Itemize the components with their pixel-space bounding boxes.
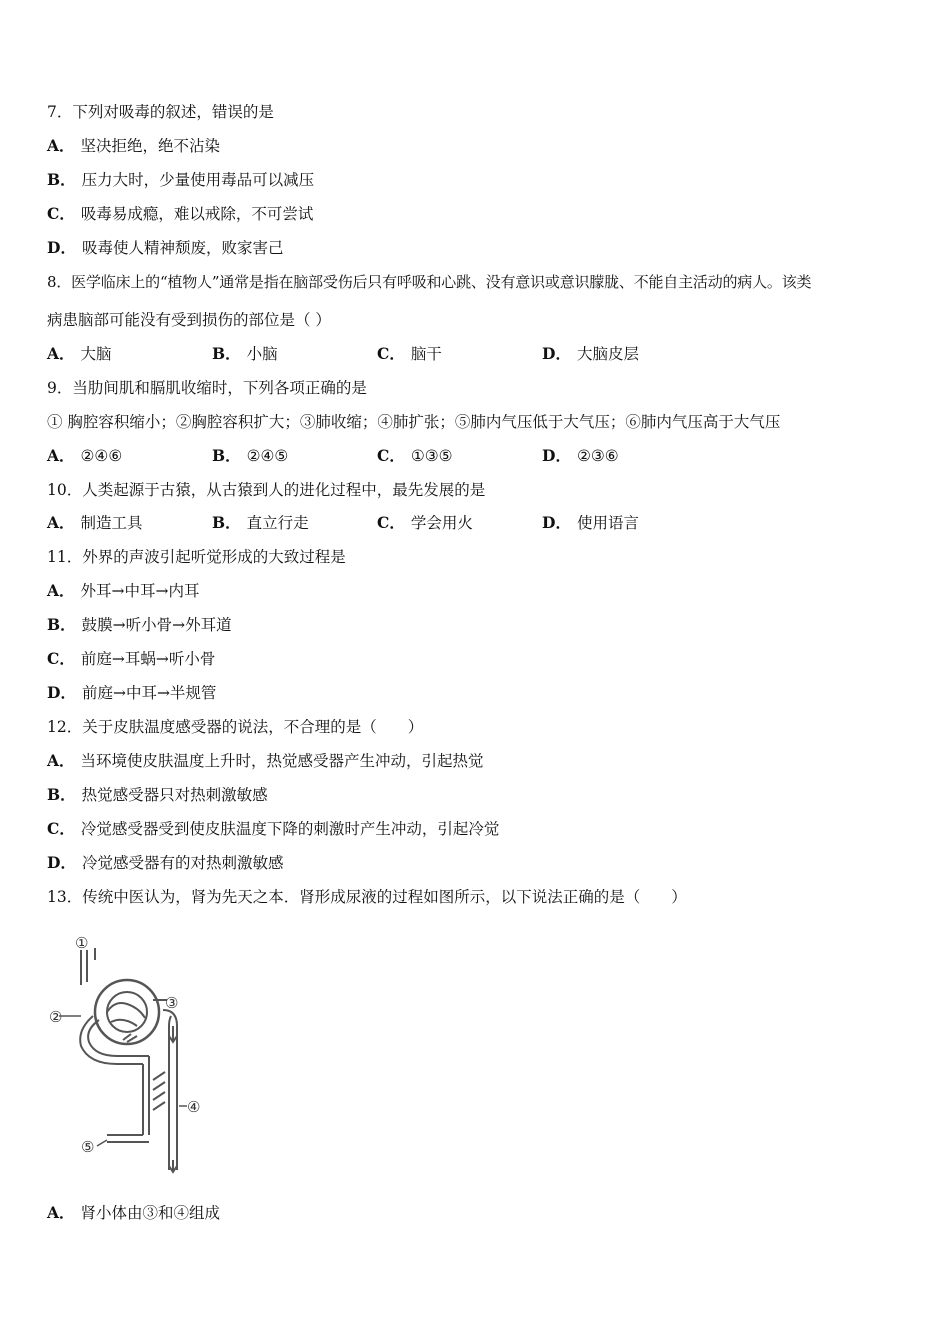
q8-options	[47, 344, 707, 364]
q13-stem: 13．传统中医认为，肾为先天之本．肾形成尿液的过程如图所示，以下说法正确的是（ ）	[47, 888, 687, 906]
diagram-label-5: ⑤	[81, 1138, 95, 1156]
q8-option-b: B． 小脑	[212, 344, 278, 363]
q10-option-a: A． 制造工具	[47, 513, 143, 532]
q11-option-a: A． 外耳→中耳→内耳	[47, 581, 200, 600]
q7-stem: 7．下列对吸毒的叙述，错误的是	[47, 103, 274, 121]
q8-option-c: C． 脑干	[377, 344, 442, 363]
diagram-label-3: ③	[165, 994, 179, 1012]
q10-option-c: C． 学会用火	[377, 513, 473, 532]
q10-option-b: B． 直立行走	[212, 513, 309, 532]
diagram-label-2: ②	[49, 1008, 63, 1026]
diagram-label-1: ①	[75, 934, 89, 952]
q11-stem: 11．外界的声波引起听觉形成的大致过程是	[47, 548, 346, 566]
q13-option-a: A． 肾小体由③和④组成	[47, 1203, 221, 1222]
q12-option-d: D． 冷觉感受器有的对热刺激敏感	[47, 853, 284, 872]
q12-option-c: C． 冷觉感受器受到使皮肤温度下降的刺激时产生冲动，引起冷觉	[47, 819, 500, 838]
nephron-diagram	[45, 930, 215, 1175]
q7-option-c: C． 吸毒易成瘾，难以戒除，不可尝试	[47, 204, 314, 223]
q9-statements: ① 胸腔容积缩小；②胸腔容积扩大；③肺收缩；④肺扩张；⑤肺内气压低于大气压；⑥肺内气压高于大气压	[47, 413, 781, 431]
q8-stem-line2: 病患脑部可能没有受到损伤的部位是（ ）	[47, 311, 331, 329]
q11-option-d: D． 前庭→中耳→半规管	[47, 683, 217, 702]
q11-option-b: B． 鼓膜→听小骨→外耳道	[47, 615, 232, 634]
q12-option-b: B． 热觉感受器只对热刺激敏感	[47, 785, 268, 804]
diagram-label-4: ④	[187, 1098, 201, 1116]
q10-option-d: D． 使用语言	[542, 513, 639, 532]
q9-option-d: D． ②③⑥	[542, 446, 619, 465]
q9-options	[47, 446, 707, 466]
q7-option-a: A． 坚决拒绝，绝不沾染	[47, 136, 221, 155]
q9-option-c: C． ①③⑤	[377, 446, 453, 465]
q10-stem: 10．人类起源于古猿，从古猿到人的进化过程中，最先发展的是	[47, 481, 486, 499]
q12-option-a: A． 当环境使皮肤温度上升时，热觉感受器产生冲动，引起热觉	[47, 751, 484, 770]
q9-option-b: B． ②④⑤	[212, 446, 289, 465]
q11-option-c: C． 前庭→耳蜗→听小骨	[47, 649, 216, 668]
q8-option-d: D． 大脑皮层	[542, 344, 639, 363]
q7-option-d: D． 吸毒使人精神颓废，败家害己	[47, 238, 284, 257]
q8-option-a: A． 大脑	[47, 344, 112, 363]
q7-option-b: B． 压力大时，少量使用毒品可以减压	[47, 170, 315, 189]
q10-options	[47, 513, 707, 533]
q12-stem: 12．关于皮肤温度感受器的说法，不合理的是（ ）	[47, 718, 424, 736]
q8-stem-line1: 8．医学临床上的“植物人”通常是指在脑部受伤后只有呼吸和心跳、没有意识或意识朦胧、不能自主活动的病人。该类	[47, 273, 812, 291]
bowman-capsule	[95, 980, 159, 1044]
q9-option-a: A． ②④⑥	[47, 446, 123, 465]
q9-stem: 9．当肋间肌和膈肌收缩时，下列各项正确的是	[47, 379, 367, 397]
